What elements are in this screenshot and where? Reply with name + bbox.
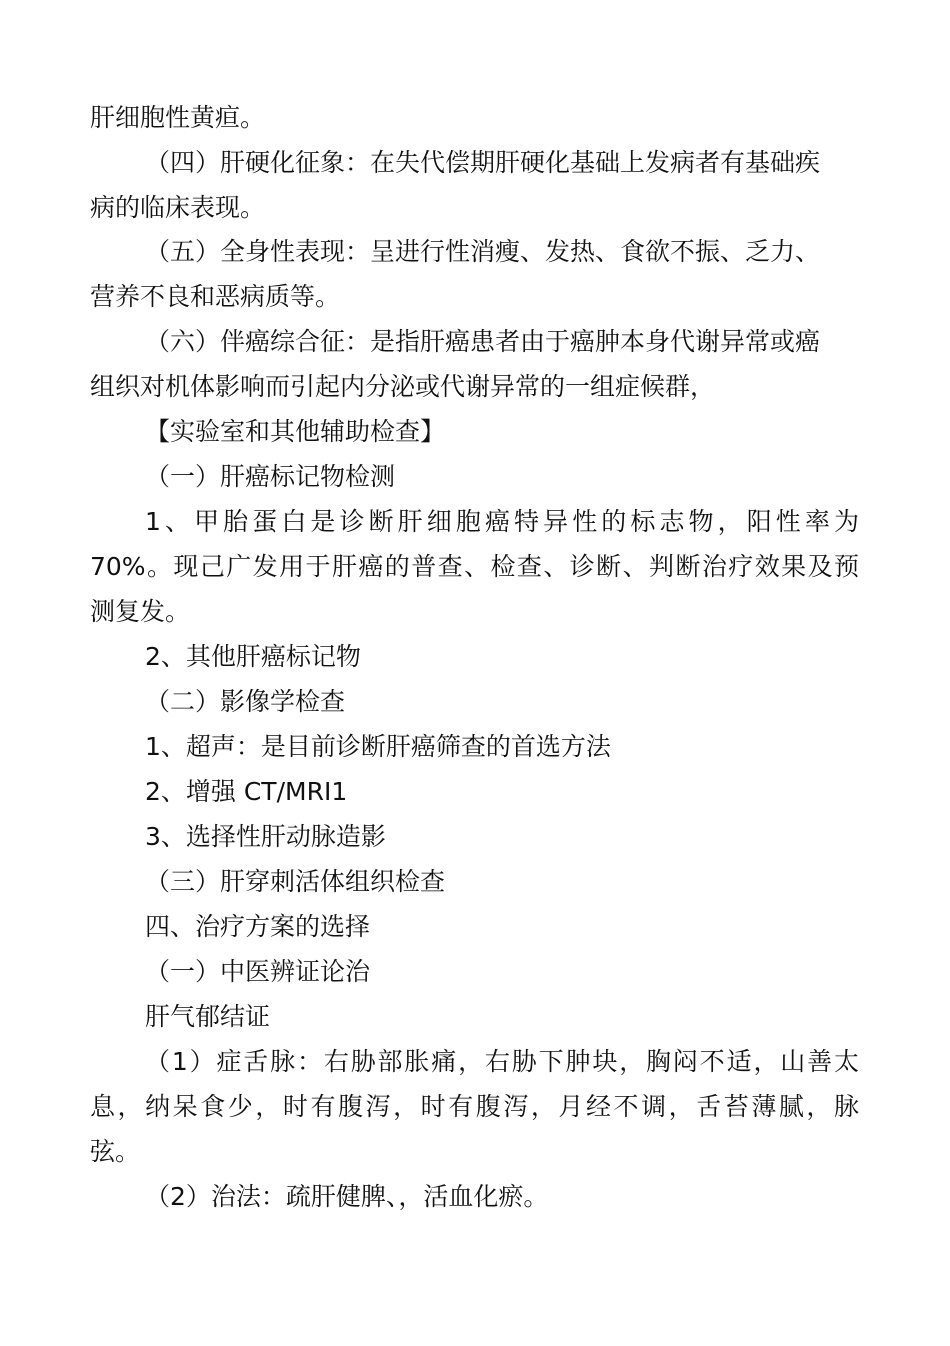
- text-line-continuation: 病的临床表现。: [90, 193, 266, 222]
- subheading-syndrome: 肝气郁结证: [145, 1002, 271, 1031]
- text-line-treatment-method: （2）治法：疏肝健脾、，活血化瘀。: [145, 1182, 549, 1211]
- section-heading-lab-tests: 【实验室和其他辅助检查】: [145, 417, 446, 446]
- text-line-continuation: 70%。现己广发用于肝癌的普查、检查、诊断、判断治疗效果及预: [90, 552, 859, 581]
- list-item-other-markers: 2、其他肝癌标记物: [145, 642, 361, 671]
- text-line-continuation: 营养不良和恶病质等。: [90, 282, 341, 311]
- list-item-ct-mri: 2、增强 CT/MRI1: [145, 777, 348, 806]
- subheading-imaging: （二）影像学检查: [145, 687, 346, 716]
- section-heading-treatment: 四、治疗方案的选择: [145, 912, 371, 941]
- list-item-ultrasound: 1、超声：是目前诊断肝癌筛查的首选方法: [145, 732, 611, 761]
- subheading-biopsy: （三）肝穿刺活体组织检查: [145, 867, 446, 896]
- text-line-continuation: 弦。: [90, 1137, 141, 1166]
- list-item-angiography: 3、选择性肝动脉造影: [145, 822, 386, 851]
- text-line-paraneoplastic: （六）伴癌综合征：是指肝癌患者由于癌肿本身代谢异常或癌: [145, 327, 821, 356]
- text-line-liver-cirrhosis: （四）肝硬化征象：在失代偿期肝硬化基础上发病者有基础疾: [145, 148, 821, 177]
- text-line-continuation: 组织对机体影响而引起内分泌或代谢异常的一组症候群，: [90, 372, 716, 401]
- text-line-continuation: 息，纳呆食少，时有腹泻，时有腹泻，月经不调，舌苔薄腻，脉: [90, 1092, 859, 1121]
- text-line-symptoms: （1）症舌脉：右胁部胀痛，右胁下肿块，胸闷不适，山善太: [145, 1047, 859, 1076]
- text-line-systemic: （五）全身性表现：呈进行性消瘦、发热、食欲不振、乏力、: [145, 237, 821, 266]
- text-line-continuation: 测复发。: [90, 597, 191, 626]
- text-line-afp: 1、甲胎蛋白是诊断肝细胞癌特异性的标志物，阳性率为: [145, 507, 859, 536]
- subheading-tcm: （一）中医辨证论治: [145, 957, 371, 986]
- text-line-continuation: 肝细胞性黄疸。: [90, 103, 266, 132]
- subheading-tumor-markers: （一）肝癌标记物检测: [145, 462, 396, 491]
